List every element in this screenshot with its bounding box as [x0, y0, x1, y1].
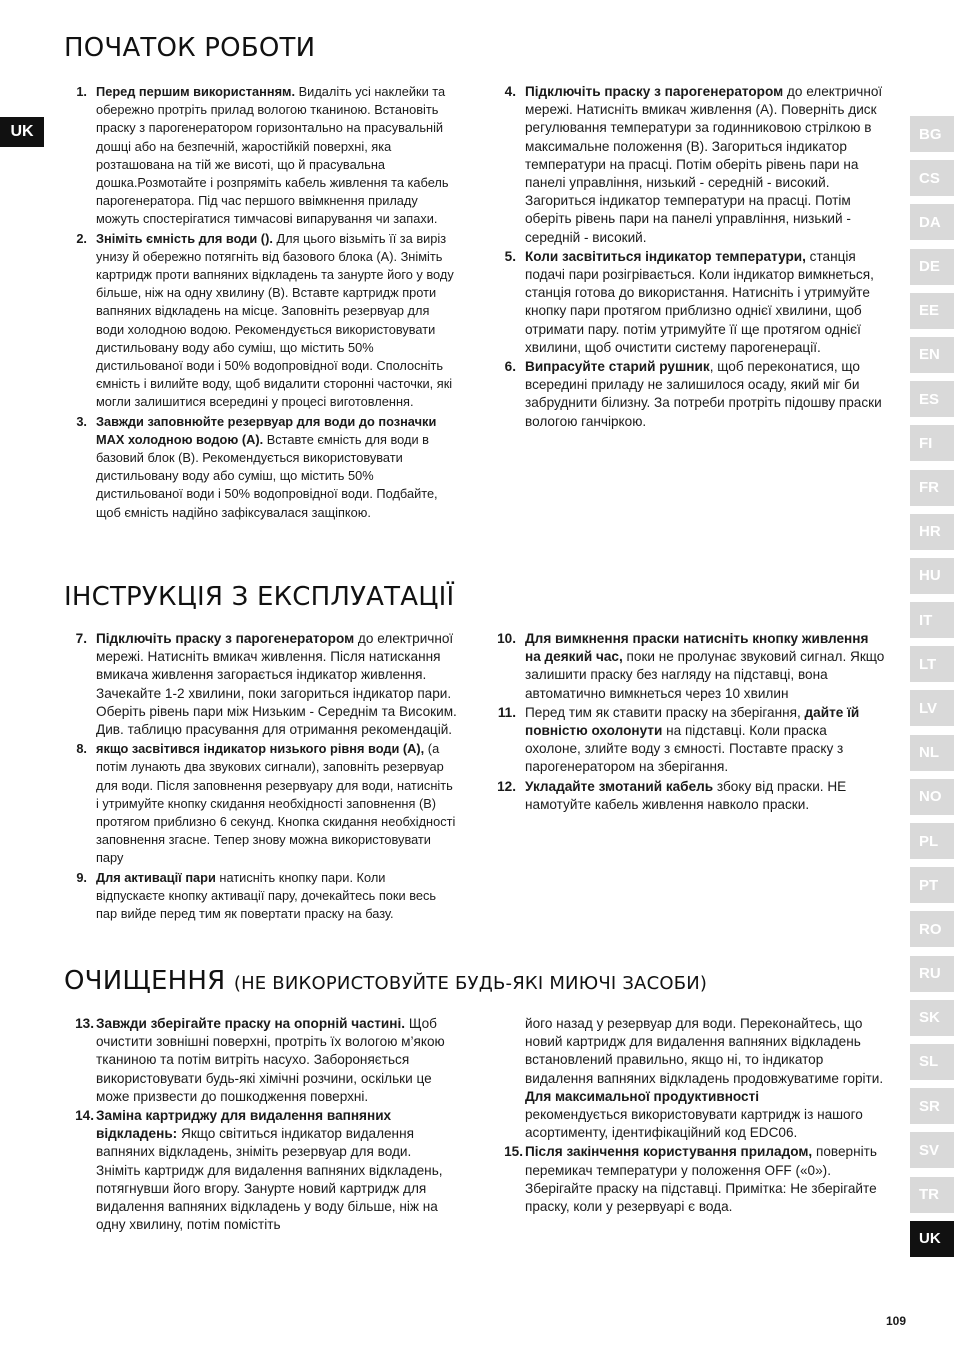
language-tab-nl: NL [910, 735, 954, 771]
list-item-15 [493, 1143, 885, 1216]
language-tab-uk: UK [910, 1221, 954, 1257]
item-bold-lead: Коли засвітиться індикатор температури, [525, 248, 806, 264]
item-text: до електричної мережі. Натисніть вмикач живлення (A). Поверніть диск регулювання температури за годинниковою стрілкою в максимальне положення (B). Загориться індикатор температури на прасці. Потім оберіть рівень пари на панелі управління, низький - середній - високий. Загориться індикатор температури на прасці. Потім оберіть рівень пари на панелі управління, низький - середній - високий. [525, 84, 883, 245]
item-text: натисніть кнопку пари. Коли відпускаєте кнопку активації пару, дочекайтесь поки весь пар вийде перед тим як повертати праску на базу. [96, 869, 437, 922]
list-item-1 [64, 83, 457, 229]
language-tab-sv: SV [910, 1132, 954, 1168]
language-tab-ro: RO [910, 911, 954, 947]
language-tab-hu: HU [910, 558, 954, 594]
side-language-tab [0, 117, 44, 147]
item-text: поверніть перемикач температури у положення OFF («0»). Зберігайте праску на підставці. Примітка: Не зберігайте праску, коли у резервуарі є вода. [525, 1144, 877, 1215]
item-bold-lead: дайте їй повністю охолонути [525, 704, 860, 739]
list-item-6 [493, 358, 885, 431]
item-number: 3. [76, 413, 87, 429]
item-text: Видаліть усі наклейки та обережно протріть прилад вологою тканиною. Встановіть праску з парогенератором горизонтально на прасувальній дошці або на безпечній, жаростійкій поверхні, яка розташована на тій же висоті, що й прасувальна дошка.Розмотайте і розпряміть кабель живлення та кабель парогенератора. Під час першого ввімкнення приладу можуть спостерігатися тимчасові випарування чи запахи. [96, 84, 449, 227]
item-number: 12. [497, 778, 516, 794]
section1-left-column [64, 83, 457, 523]
language-tab-fi: FI [910, 425, 954, 461]
cleaning-subtitle: (НЕ ВИКОРИСТОВУЙТЕ БУДЬ-ЯКІ МИЮЧІ ЗАСОБИ) [233, 973, 708, 994]
item-number: 1. [76, 84, 87, 99]
list-item-11 [493, 704, 885, 777]
item-bold-lead: Для активації пари [96, 869, 216, 885]
item-text: Вставте ємність для води в базовий блок (B). Рекомендується використовувати дистильовану воду або суміш, що містить 50% дистильованої води і 50% водопровідної води. Подбайте, щоб ємність надійно зафіксувалася защіпкою. [96, 431, 438, 520]
item-text: Щоб очистити зовнішні поверхні, протріть їх вологою м’якою тканиною та потім витріть насухо. Забороняється використовувати будь-які хімічні розчини, оскільки це може призвести до пошкодження поверхні. [96, 1016, 445, 1104]
language-tab-es: ES [910, 381, 954, 417]
item-text: на підставці. Коли праска охолоне, злийте воду з ємності. Поставте праску з парогенератором на зберігання. [525, 723, 844, 775]
language-tab-fr: FR [910, 470, 954, 506]
language-tab-sr: SR [910, 1088, 954, 1124]
language-tab-pl: PL [910, 823, 954, 859]
item-bold-lead: Завжди заповнюйте резервуар для води до позначки MAX холодною водою (A). [96, 413, 437, 447]
language-tab-lv: LV [910, 690, 954, 726]
section2-left-column [64, 630, 457, 924]
item-bold-lead: Укладайте змотаний кабель [525, 778, 714, 794]
item-text: його назад у резервуар для води. Переконайтесь, що новий картридж для видалення вапняних відкладень встановлений правильно, якщо ні, то індикатор видалення вапняних відкладень продовжуватиме горіти. [525, 1016, 884, 1086]
language-tab-pt: PT [910, 867, 954, 903]
section-title-cleaning [64, 966, 707, 996]
item-number: 13. [75, 1016, 94, 1031]
item-number: 9. [76, 869, 87, 885]
language-tab-bg: BG [910, 116, 954, 152]
language-tab-tr: TR [910, 1177, 954, 1213]
item-text: Якщо світиться індикатор видалення вапняних відкладень, зніміть резервуар для води. Зніміть картридж для видалення вапняних відкладень, потягнувши його вгору. Занурте новий картридж для видалення вапняних відкладень у воду більше, ніж на одну хвилину, потім помістіть [96, 1126, 443, 1233]
item-number: 8. [76, 741, 87, 757]
item-number: 7. [75, 631, 87, 646]
section3-left-column [64, 1015, 457, 1235]
item-bold-lead: Заміна картриджу для видалення вапняних відкладень: [96, 1108, 392, 1142]
item-number: 15. [504, 1144, 523, 1160]
language-tab-lt: LT [910, 646, 954, 682]
list-item-9 [64, 869, 457, 924]
item-text: до електричної мережі. Натисніть вмикач живлення. Після натискання вмикача живлення загорається індикатор живлення. Зачекайте 1-2 хвилини, поки загориться індикатор пари. Оберіть рівень пари між Низьким - Середнім та Високим. Див. таблицю прасування для отримання рекомендацій. [96, 631, 457, 738]
page-number: 109 [886, 1314, 907, 1328]
language-tab-sl: SL [910, 1044, 954, 1080]
item-bold-lead: Для максимальної продуктивності [525, 1088, 760, 1104]
section2-right-column [493, 630, 885, 815]
section-title-getting-started: ПОЧАТОК РОБОТИ [64, 33, 316, 63]
item-number: 14. [75, 1108, 94, 1124]
item-bold-lead: Підключіть праску з парогенератором [96, 631, 355, 646]
item-lead-text: Перед тим як ставити праску на зберігання, [525, 704, 805, 720]
language-tab-it: IT [910, 602, 954, 638]
language-tab-hr: HR [910, 514, 954, 550]
list-item-10 [493, 630, 885, 703]
language-tab-sk: SK [910, 1000, 954, 1036]
section1-right-column [493, 83, 885, 432]
item-number: 10. [497, 631, 516, 646]
item-number: 6. [504, 359, 516, 375]
list-item-2 [64, 230, 457, 412]
item-bold-lead: Випрасуйте старий рушник [525, 359, 710, 375]
item-text: станція подачі пари розігрівається. Коли індикатор вимкнеться, станція готова до використання. Натисніть і утримуйте кнопку пари протягом приблизно однієї хвилини, щоб отримати пару. потім утримуйте її ще протягом однієї хвилини, щоб очистити систему парогенерації. [525, 248, 874, 355]
list-item-4 [493, 83, 885, 247]
list-item-14 [64, 1107, 457, 1234]
item-bold-lead: Перед першим використанням. [96, 84, 296, 99]
item-text: , щоб переконатися, що всередині приладу не залишилося осаду, який міг би забруднити білизну. За потреби протріть підошву праски вологою ганчіркою. [525, 359, 882, 429]
item-number: 11. [497, 704, 516, 720]
section3-right-column [493, 1015, 885, 1217]
language-tab-ru: RU [910, 956, 954, 992]
list-item-5 [493, 248, 885, 357]
section-title-operating-instructions: ІНСТРУКЦІЯ З ЕКСПЛУАТАЦІЇ [64, 582, 455, 612]
list-item-7 [64, 630, 457, 739]
cleaning-title: ОЧИЩЕННЯ [64, 966, 226, 996]
list-item-12 [493, 778, 885, 814]
item-text: рекомендується використовувати картридж із нашого асортименту, ідентифікаційний код EDC06. [525, 1107, 863, 1141]
item-text: поки не пролунає звуковий сигнал. Якщо залишити праску без нагляду на підставці, вона автоматично вимкнеться через 10 хвилин [525, 649, 885, 701]
language-tab-cs: CS [910, 160, 954, 196]
language-tab-no: NO [910, 779, 954, 815]
list-item-14-continued [493, 1015, 885, 1142]
language-tab-de: DE [910, 249, 954, 285]
item-text: Для цього візьміть її за виріз унизу й обережно потягніть від базового блока (A). Зніміть картридж проти вапняних відкладень та занурте його у воду більше, ніж на одну хвилину (B). Вставте картридж проти вапняних відкладень на місце. Заповніть резервуар для води холодною водою. Рекомендується використовувати дистильовану воду або суміш, що містить 50% дистильованої води і 50% водопровідної води. Сполосніть ємність і вилийте воду, щоб видалити сторонні часточки, які могли залишитися всередині у процесі виготовлення. [96, 230, 454, 410]
item-number: 5. [504, 248, 516, 264]
language-tab-da: DA [910, 204, 954, 240]
list-item-8 [64, 740, 457, 867]
item-bold-lead: Для вимкнення праски натисніть кнопку живлення на деякий час, [525, 631, 869, 665]
item-bold-lead: Завжди зберігайте праску на опорній частині. [96, 1016, 406, 1031]
item-number: 2. [76, 230, 87, 246]
language-tab-en: EN [910, 337, 954, 373]
item-bold-lead: Після закінчення користування приладом, [525, 1144, 813, 1160]
list-item-3 [64, 413, 457, 522]
item-bold-lead: Підключіть праску з парогенератором [525, 84, 784, 99]
item-text: (а потім лунають два звукових сигнали), заповніть резервуар для води. Після заповнення резервуару для води, натисніть і утримуйте кнопку скидання необхідності заповнення (B) протягом приблизно 6 секунд. Кнопка скидання необхідності заповнення згасне. Тепер знову можна використовувати пару [96, 741, 456, 866]
item-bold-lead: якщо засвітився індикатор низького рівня води (A), [96, 741, 425, 757]
language-index [910, 116, 954, 1265]
list-item-13 [64, 1015, 457, 1106]
item-text: збоку від праски. НЕ намотуйте кабель живлення навколо праски. [525, 778, 847, 812]
side-language-label: UK [10, 123, 34, 140]
item-number: 4. [504, 84, 516, 99]
language-tab-ee: EE [910, 293, 954, 329]
item-bold-lead: Зніміть ємність для води (). [96, 230, 273, 246]
